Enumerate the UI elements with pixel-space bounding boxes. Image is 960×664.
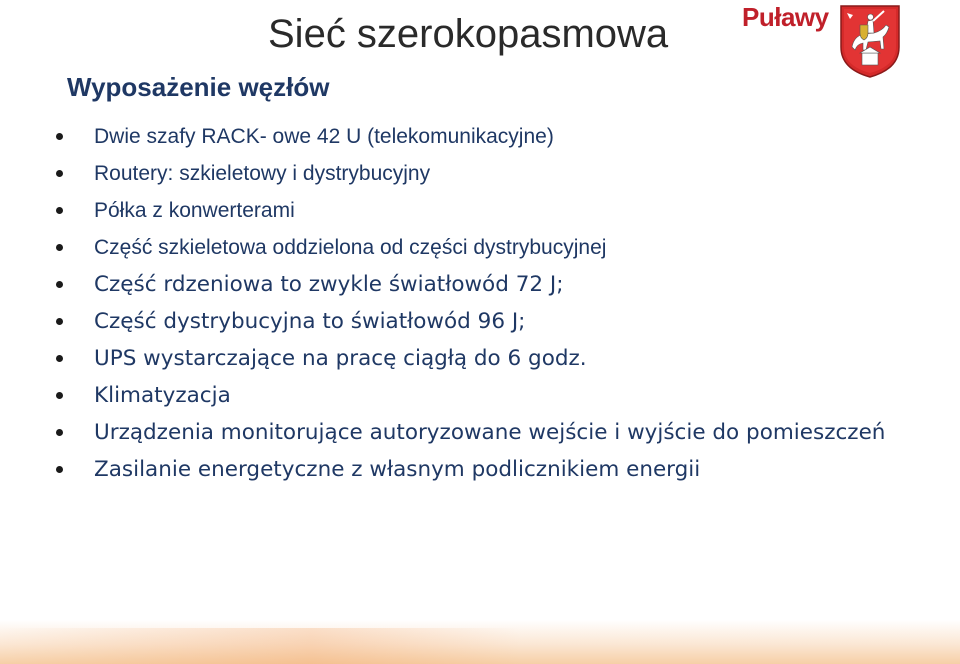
bullet-item <box>56 340 885 377</box>
bullet-item <box>56 155 885 192</box>
bullet-dot-icon <box>56 244 63 251</box>
bullet-text: Półka z konwerterami <box>94 199 295 222</box>
bullet-text: Część rdzeniowa to zwykle światłowód 72 J; <box>94 272 564 297</box>
bullet-text: Urządzenia monitorujące autoryzowane wejście i wyjście do pomieszczeń <box>94 420 886 445</box>
bullet-dot-icon <box>56 318 63 325</box>
slide-title: Sieć szerokopasmowa <box>268 12 669 56</box>
bullet-dot-icon <box>56 392 63 399</box>
bullet-dot-icon <box>56 355 63 362</box>
bullet-text: Część szkieletowa oddzielona od części dystrybucyjnej <box>94 236 607 259</box>
bullet-text: Routery: szkieletowy i dystrybucyjny <box>94 162 431 185</box>
bullet-item <box>56 303 885 340</box>
bullet-dot-icon <box>56 170 63 177</box>
bullet-dot-icon <box>56 466 63 473</box>
bullet-item <box>56 414 885 451</box>
city-crest-icon <box>838 3 902 79</box>
bullet-item <box>56 377 885 414</box>
bullet-text: Zasilanie energetyczne z własnym podlicznikiem energii <box>94 457 701 482</box>
bullet-item <box>56 229 885 266</box>
bullet-item <box>56 192 885 229</box>
bullet-item <box>56 451 885 488</box>
bullet-dot-icon <box>56 133 63 140</box>
bullet-item <box>56 118 885 155</box>
city-logo-text: Puławy <box>742 2 829 32</box>
bullet-list <box>56 118 885 488</box>
bullet-text: UPS wystarczające na pracę ciągłą do 6 godz. <box>94 346 587 371</box>
bullet-text: Dwie szafy RACK- owe 42 U (telekomunikacyjne) <box>94 125 554 148</box>
slide-subtitle: Wyposażenie węzłów <box>67 72 330 102</box>
bullet-dot-icon <box>56 207 63 214</box>
bullet-text: Część dystrybucyjna to światłowód 96 J; <box>94 309 526 334</box>
bottom-decor-glow <box>0 628 520 664</box>
bullet-dot-icon <box>56 281 63 288</box>
bullet-text: Klimatyzacja <box>94 383 231 408</box>
bullet-dot-icon <box>56 429 63 436</box>
bullet-item <box>56 266 885 303</box>
